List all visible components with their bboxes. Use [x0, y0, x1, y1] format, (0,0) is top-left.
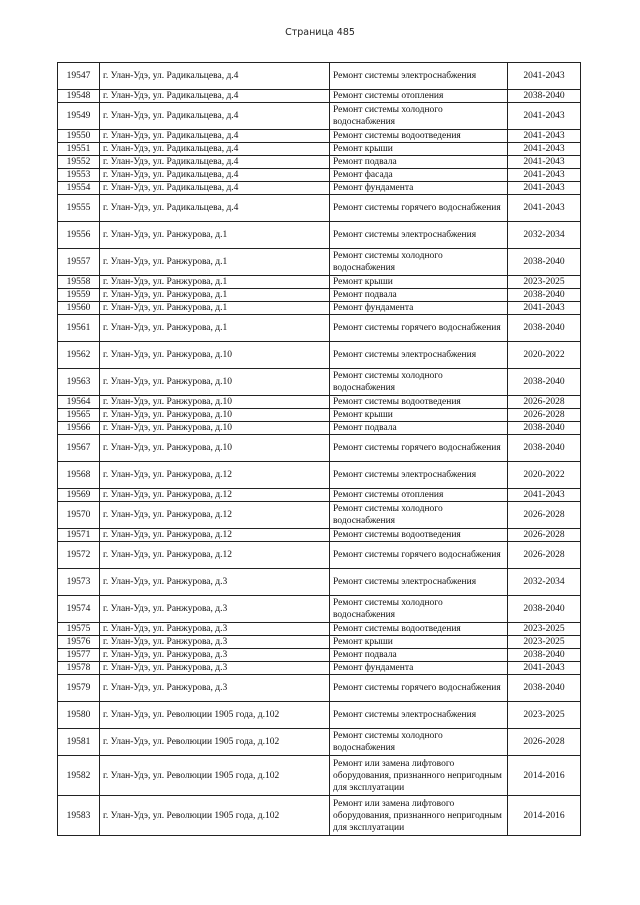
address-cell: г. Улан-Удэ, ул. Ранжурова, д.3 — [100, 649, 330, 662]
period-cell: 2038-2040 — [508, 435, 581, 462]
period-cell: 2026-2028 — [508, 409, 581, 422]
table-row — [58, 422, 581, 435]
address-cell: г. Улан-Удэ, ул. Ранжурова, д.1 — [100, 276, 330, 289]
row-number-cell: 19573 — [58, 569, 100, 596]
work-type-cell: Ремонт системы холодного водоснабжения — [330, 502, 508, 529]
page-number-header: Страница 485 — [285, 27, 355, 38]
work-type-cell: Ремонт системы холодного водоснабжения — [330, 596, 508, 623]
work-type-cell: Ремонт или замена лифтового оборудования, признанного непригодным для эксплуатации — [330, 756, 508, 796]
table-row — [58, 675, 581, 702]
period-cell: 2038-2040 — [508, 675, 581, 702]
period-cell: 2038-2040 — [508, 369, 581, 396]
row-number-cell: 19566 — [58, 422, 100, 435]
row-number-cell: 19577 — [58, 649, 100, 662]
table-row — [58, 130, 581, 143]
table-row — [58, 756, 581, 796]
period-cell: 2041-2043 — [508, 103, 581, 130]
period-cell: 2041-2043 — [508, 489, 581, 502]
table-row — [58, 169, 581, 182]
work-type-cell: Ремонт системы электроснабжения — [330, 342, 508, 369]
table-row — [58, 90, 581, 103]
work-type-cell: Ремонт системы горячего водоснабжения — [330, 195, 508, 222]
row-number-cell: 19568 — [58, 462, 100, 489]
work-type-cell: Ремонт системы горячего водоснабжения — [330, 542, 508, 569]
table-row — [58, 63, 581, 90]
table-row — [58, 529, 581, 542]
address-cell: г. Улан-Удэ, ул. Ранжурова, д.10 — [100, 369, 330, 396]
address-cell: г. Улан-Удэ, ул. Ранжурова, д.3 — [100, 662, 330, 675]
work-type-cell: Ремонт системы холодного водоснабжения — [330, 103, 508, 130]
address-cell: г. Улан-Удэ, ул. Радикальцева, д.4 — [100, 103, 330, 130]
table-row — [58, 369, 581, 396]
row-number-cell: 19580 — [58, 702, 100, 729]
table-row — [58, 182, 581, 195]
address-cell: г. Улан-Удэ, ул. Ранжурова, д.1 — [100, 249, 330, 276]
row-number-cell: 19551 — [58, 143, 100, 156]
row-number-cell: 19571 — [58, 529, 100, 542]
address-cell: г. Улан-Удэ, ул. Радикальцева, д.4 — [100, 169, 330, 182]
period-cell: 2038-2040 — [508, 90, 581, 103]
address-cell: г. Улан-Удэ, ул. Ранжурова, д.3 — [100, 623, 330, 636]
work-type-cell: Ремонт системы водоотведения — [330, 623, 508, 636]
work-type-cell: Ремонт фундамента — [330, 302, 508, 315]
table-row — [58, 143, 581, 156]
table-row — [58, 649, 581, 662]
work-type-cell: Ремонт системы отопления — [330, 489, 508, 502]
period-cell: 2041-2043 — [508, 130, 581, 143]
work-type-cell: Ремонт крыши — [330, 636, 508, 649]
row-number-cell: 19561 — [58, 315, 100, 342]
work-type-cell: Ремонт системы холодного водоснабжения — [330, 729, 508, 756]
row-number-cell: 19549 — [58, 103, 100, 130]
address-cell: г. Улан-Удэ, ул. Радикальцева, д.4 — [100, 195, 330, 222]
row-number-cell: 19556 — [58, 222, 100, 249]
work-type-cell: Ремонт фасада — [330, 169, 508, 182]
work-type-cell: Ремонт подвала — [330, 156, 508, 169]
work-type-cell: Ремонт или замена лифтового оборудования, признанного непригодным для эксплуатации — [330, 796, 508, 836]
row-number-cell: 19581 — [58, 729, 100, 756]
row-number-cell: 19579 — [58, 675, 100, 702]
row-number-cell: 19553 — [58, 169, 100, 182]
work-type-cell: Ремонт системы водоотведения — [330, 529, 508, 542]
address-cell: г. Улан-Удэ, ул. Революции 1905 года, д.102 — [100, 729, 330, 756]
table-row — [58, 276, 581, 289]
row-number-cell: 19565 — [58, 409, 100, 422]
period-cell: 2026-2028 — [508, 529, 581, 542]
row-number-cell: 19574 — [58, 596, 100, 623]
table-row — [58, 222, 581, 249]
row-number-cell: 19575 — [58, 623, 100, 636]
period-cell: 2041-2043 — [508, 63, 581, 90]
period-cell: 2026-2028 — [508, 502, 581, 529]
address-cell: г. Улан-Удэ, ул. Ранжурова, д.12 — [100, 542, 330, 569]
period-cell: 2041-2043 — [508, 143, 581, 156]
address-cell: г. Улан-Удэ, ул. Ранжурова, д.10 — [100, 396, 330, 409]
row-number-cell: 19572 — [58, 542, 100, 569]
address-cell: г. Улан-Удэ, ул. Радикальцева, д.4 — [100, 143, 330, 156]
address-cell: г. Улан-Удэ, ул. Радикальцева, д.4 — [100, 182, 330, 195]
period-cell: 2026-2028 — [508, 729, 581, 756]
row-number-cell: 19550 — [58, 130, 100, 143]
table-row — [58, 249, 581, 276]
period-cell: 2032-2034 — [508, 569, 581, 596]
address-cell: г. Улан-Удэ, ул. Ранжурова, д.12 — [100, 502, 330, 529]
work-type-cell: Ремонт системы отопления — [330, 90, 508, 103]
address-cell: г. Улан-Удэ, ул. Ранжурова, д.10 — [100, 409, 330, 422]
row-number-cell: 19576 — [58, 636, 100, 649]
period-cell: 2038-2040 — [508, 289, 581, 302]
capital-repair-table — [57, 62, 581, 836]
row-number-cell: 19570 — [58, 502, 100, 529]
table-row — [58, 342, 581, 369]
address-cell: г. Улан-Удэ, ул. Ранжурова, д.10 — [100, 422, 330, 435]
work-type-cell: Ремонт крыши — [330, 409, 508, 422]
work-type-cell: Ремонт системы электроснабжения — [330, 569, 508, 596]
period-cell: 2038-2040 — [508, 315, 581, 342]
address-cell: г. Улан-Удэ, ул. Радикальцева, д.4 — [100, 90, 330, 103]
row-number-cell: 19559 — [58, 289, 100, 302]
table-row — [58, 636, 581, 649]
period-cell: 2026-2028 — [508, 542, 581, 569]
period-cell: 2038-2040 — [508, 422, 581, 435]
table-row — [58, 489, 581, 502]
address-cell: г. Улан-Удэ, ул. Ранжурова, д.3 — [100, 569, 330, 596]
period-cell: 2041-2043 — [508, 195, 581, 222]
address-cell: г. Улан-Удэ, ул. Ранжурова, д.12 — [100, 489, 330, 502]
period-cell: 2014-2016 — [508, 796, 581, 836]
row-number-cell: 19557 — [58, 249, 100, 276]
table-row — [58, 195, 581, 222]
work-type-cell: Ремонт системы электроснабжения — [330, 702, 508, 729]
address-cell: г. Улан-Удэ, ул. Радикальцева, д.4 — [100, 130, 330, 143]
work-type-cell: Ремонт системы электроснабжения — [330, 462, 508, 489]
work-type-cell: Ремонт системы водоотведения — [330, 130, 508, 143]
address-cell: г. Улан-Удэ, ул. Революции 1905 года, д.102 — [100, 796, 330, 836]
row-number-cell: 19578 — [58, 662, 100, 675]
period-cell: 2038-2040 — [508, 596, 581, 623]
address-cell: г. Улан-Удэ, ул. Радикальцева, д.4 — [100, 63, 330, 90]
table-row — [58, 542, 581, 569]
table-row — [58, 502, 581, 529]
row-number-cell: 19563 — [58, 369, 100, 396]
row-number-cell: 19567 — [58, 435, 100, 462]
period-cell: 2026-2028 — [508, 396, 581, 409]
address-cell: г. Улан-Удэ, ул. Ранжурова, д.3 — [100, 596, 330, 623]
work-type-cell: Ремонт системы водоотведения — [330, 396, 508, 409]
address-cell: г. Улан-Удэ, ул. Радикальцева, д.4 — [100, 156, 330, 169]
address-cell: г. Улан-Удэ, ул. Ранжурова, д.1 — [100, 222, 330, 249]
period-cell: 2041-2043 — [508, 302, 581, 315]
period-cell: 2014-2016 — [508, 756, 581, 796]
table-row — [58, 662, 581, 675]
address-cell: г. Улан-Удэ, ул. Ранжурова, д.3 — [100, 675, 330, 702]
period-cell: 2023-2025 — [508, 276, 581, 289]
row-number-cell: 19560 — [58, 302, 100, 315]
table-row — [58, 462, 581, 489]
table-row — [58, 289, 581, 302]
table-row — [58, 302, 581, 315]
row-number-cell: 19547 — [58, 63, 100, 90]
address-cell: г. Улан-Удэ, ул. Ранжурова, д.12 — [100, 529, 330, 542]
work-type-cell: Ремонт подвала — [330, 289, 508, 302]
address-cell: г. Улан-Удэ, ул. Ранжурова, д.1 — [100, 302, 330, 315]
table-row — [58, 796, 581, 836]
work-type-cell: Ремонт системы электроснабжения — [330, 63, 508, 90]
row-number-cell: 19582 — [58, 756, 100, 796]
address-cell: г. Улан-Удэ, ул. Революции 1905 года, д.102 — [100, 702, 330, 729]
period-cell: 2038-2040 — [508, 249, 581, 276]
table-row — [58, 435, 581, 462]
work-type-cell: Ремонт крыши — [330, 143, 508, 156]
table-row — [58, 409, 581, 422]
work-type-cell: Ремонт системы холодного водоснабжения — [330, 369, 508, 396]
row-number-cell: 19564 — [58, 396, 100, 409]
work-type-cell: Ремонт фундамента — [330, 182, 508, 195]
work-type-cell: Ремонт подвала — [330, 422, 508, 435]
period-cell: 2032-2034 — [508, 222, 581, 249]
table-row — [58, 103, 581, 130]
address-cell: г. Улан-Удэ, ул. Ранжурова, д.10 — [100, 342, 330, 369]
address-cell: г. Улан-Удэ, ул. Революции 1905 года, д.102 — [100, 756, 330, 796]
table-row — [58, 702, 581, 729]
work-type-cell: Ремонт крыши — [330, 276, 508, 289]
period-cell: 2023-2025 — [508, 702, 581, 729]
row-number-cell: 19555 — [58, 195, 100, 222]
work-type-cell: Ремонт системы горячего водоснабжения — [330, 435, 508, 462]
work-type-cell: Ремонт системы электроснабжения — [330, 222, 508, 249]
table-row — [58, 569, 581, 596]
address-cell: г. Улан-Удэ, ул. Ранжурова, д.1 — [100, 315, 330, 342]
work-type-cell: Ремонт системы горячего водоснабжения — [330, 315, 508, 342]
table-row — [58, 623, 581, 636]
table-row — [58, 729, 581, 756]
table-row — [58, 315, 581, 342]
row-number-cell: 19558 — [58, 276, 100, 289]
period-cell: 2038-2040 — [508, 649, 581, 662]
period-cell: 2041-2043 — [508, 662, 581, 675]
row-number-cell: 19562 — [58, 342, 100, 369]
work-type-cell: Ремонт системы холодного водоснабжения — [330, 249, 508, 276]
period-cell: 2041-2043 — [508, 182, 581, 195]
row-number-cell: 19552 — [58, 156, 100, 169]
table-row — [58, 396, 581, 409]
work-type-cell: Ремонт системы горячего водоснабжения — [330, 675, 508, 702]
address-cell: г. Улан-Удэ, ул. Ранжурова, д.1 — [100, 289, 330, 302]
address-cell: г. Улан-Удэ, ул. Ранжурова, д.10 — [100, 435, 330, 462]
address-cell: г. Улан-Удэ, ул. Ранжурова, д.12 — [100, 462, 330, 489]
row-number-cell: 19583 — [58, 796, 100, 836]
row-number-cell: 19554 — [58, 182, 100, 195]
work-type-cell: Ремонт подвала — [330, 649, 508, 662]
table-row — [58, 596, 581, 623]
period-cell: 2020-2022 — [508, 462, 581, 489]
table-row — [58, 156, 581, 169]
period-cell: 2023-2025 — [508, 636, 581, 649]
row-number-cell: 19569 — [58, 489, 100, 502]
row-number-cell: 19548 — [58, 90, 100, 103]
address-cell: г. Улан-Удэ, ул. Ранжурова, д.3 — [100, 636, 330, 649]
period-cell: 2041-2043 — [508, 169, 581, 182]
period-cell: 2041-2043 — [508, 156, 581, 169]
period-cell: 2023-2025 — [508, 623, 581, 636]
period-cell: 2020-2022 — [508, 342, 581, 369]
work-type-cell: Ремонт фундамента — [330, 662, 508, 675]
